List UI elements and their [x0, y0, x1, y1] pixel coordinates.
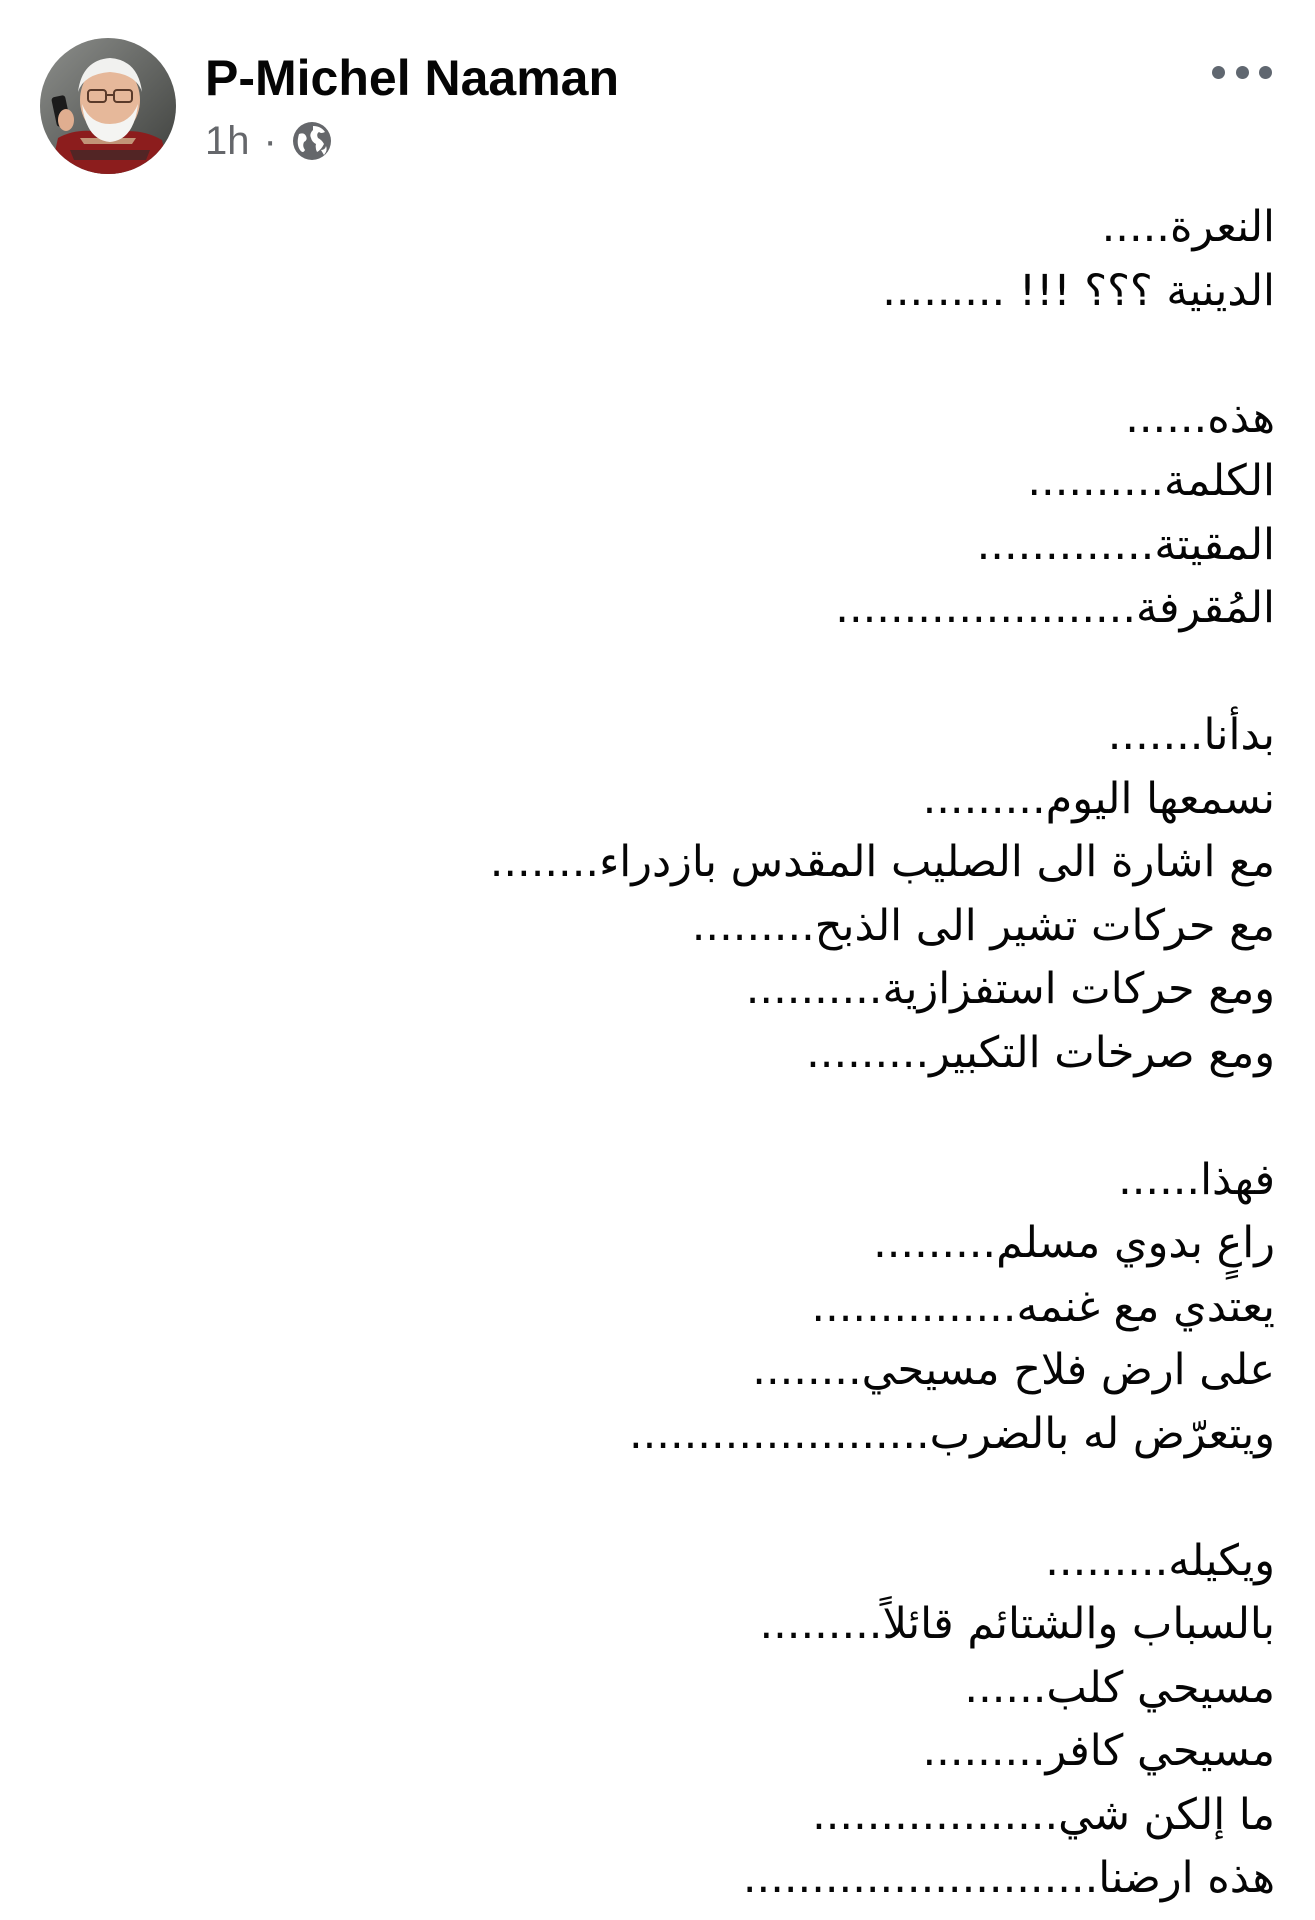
meta-separator: ·	[263, 118, 277, 163]
post-stanza	[40, 1149, 1275, 1467]
post-line: الكلمة..........	[1027, 456, 1275, 506]
post-header	[0, 0, 1315, 180]
post-line: بدأنا.......	[1107, 710, 1275, 760]
post-stanza	[40, 704, 1275, 1085]
post-line: مسيحي كافر.........	[922, 1726, 1275, 1776]
post-line: الدينية ؟؟؟ !!! .........	[882, 265, 1275, 316]
post-text	[40, 196, 1275, 1911]
post-line: بالسباب والشتائم قائلاً.........	[759, 1599, 1275, 1649]
post-line: هذه ارضنا..........................	[742, 1853, 1275, 1903]
post-stanza	[40, 196, 1275, 323]
post-line: هذه......	[1125, 392, 1275, 443]
avatar-photo-icon	[40, 38, 176, 174]
post-line: ويكيله.........	[1045, 1535, 1275, 1586]
stanza-gap	[40, 1466, 1275, 1530]
more-options-button[interactable]	[1212, 52, 1272, 92]
post-line: فهذا......	[1118, 1154, 1275, 1205]
post-line: ما إلكن شي..................	[812, 1789, 1275, 1840]
stanza-gap	[40, 1085, 1275, 1149]
more-dot	[1259, 66, 1272, 79]
post-line: المُقرفة......................	[835, 583, 1275, 633]
post-line: مع اشارة الى الصليب المقدس بازدراء........	[489, 837, 1275, 887]
post-line: ومع حركات استفزازية..........	[745, 964, 1275, 1014]
author-name[interactable]: P-Michel Naaman	[205, 50, 620, 106]
avatar[interactable]	[40, 38, 176, 174]
post-stanza	[40, 1530, 1275, 1911]
post-line: يعتدي مع غنمه...............	[811, 1281, 1275, 1332]
post-line: المقيتة.............	[976, 519, 1275, 570]
post-line: النعرة.....	[1101, 202, 1275, 252]
post-line: ومع صرخات التكبير.........	[806, 1027, 1275, 1078]
post-line: ويتعرّض له بالضرب......................	[628, 1408, 1275, 1459]
more-dot	[1212, 66, 1225, 79]
post-line: مع حركات تشير الى الذبح.........	[691, 900, 1275, 951]
post-line: على ارض فلاح مسيحي........	[752, 1345, 1275, 1395]
stanza-gap	[40, 641, 1275, 705]
post-line: نسمعها اليوم.........	[922, 773, 1275, 824]
post-meta	[205, 116, 333, 166]
post-time[interactable]: 1h	[205, 118, 250, 163]
more-dot	[1236, 66, 1249, 79]
post-stanza	[40, 387, 1275, 641]
globe-icon[interactable]	[291, 120, 333, 162]
post-line: راعٍ بدوي مسلم.........	[873, 1218, 1275, 1268]
post-line: مسيحي كلب......	[964, 1662, 1275, 1713]
stanza-gap	[40, 323, 1275, 387]
